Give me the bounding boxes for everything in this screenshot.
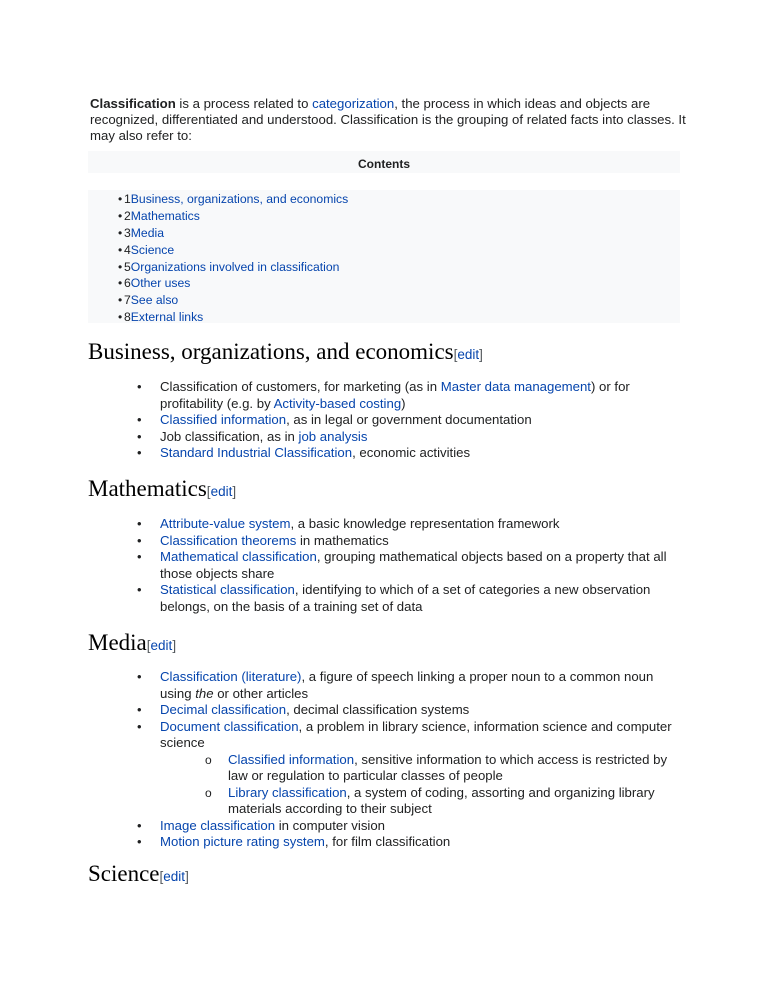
circle-bullet-icon: o [205, 785, 212, 800]
bullet-icon: • [118, 225, 123, 240]
math-list [0, 516, 680, 615]
item-text: , for film classification [324, 834, 451, 849]
item-link[interactable]: Master data management [440, 379, 591, 394]
list-item [0, 702, 680, 719]
toc-item[interactable] [118, 309, 348, 326]
edit-section [207, 484, 236, 499]
toc-item[interactable] [118, 225, 348, 242]
edit-link[interactable]: edit [150, 638, 173, 653]
item-text: , a basic knowledge representation framework [290, 516, 560, 531]
list-item [0, 429, 680, 446]
bullet-icon: • [118, 310, 123, 325]
edit-section [160, 869, 189, 884]
edit-section [454, 347, 483, 362]
edit-bracket: [ [206, 484, 211, 499]
bullet-icon: • [118, 242, 123, 257]
bullet-icon: • [137, 549, 142, 564]
toc-list [118, 191, 348, 326]
item-text: , a system of coding, assorting and organizing library materials according to their subject [228, 784, 655, 816]
item-italic: the [195, 685, 214, 701]
item-link[interactable]: Standard Industrial Classification [160, 445, 353, 460]
heading-text: Media [88, 630, 147, 655]
item-link[interactable]: Document classification [160, 718, 299, 734]
toc-link[interactable]: Other uses [130, 276, 191, 291]
toc-number: 8 [124, 310, 131, 325]
toc-item[interactable] [118, 191, 348, 208]
bullet-icon: • [137, 379, 142, 394]
toc-item[interactable] [118, 259, 348, 276]
toc-number: 1 [124, 192, 131, 206]
item-text: Job classification, as in [160, 428, 299, 444]
toc-number: 5 [124, 259, 131, 274]
bullet-icon: • [137, 532, 142, 548]
item-link[interactable]: Classification (literature) [160, 669, 302, 684]
media-list [0, 669, 680, 851]
bullet-icon: • [118, 276, 123, 291]
item-text: ) [401, 395, 406, 411]
list-item [0, 516, 680, 533]
bullet-icon: • [137, 817, 142, 833]
item-text: , as in legal or government documentation [286, 412, 532, 427]
item-link[interactable]: job analysis [298, 428, 368, 444]
bullet-icon: • [118, 259, 123, 274]
intro-paragraph [90, 96, 690, 144]
bullet-icon: • [137, 445, 142, 460]
toc-number: 2 [124, 208, 131, 223]
bullet-icon: • [118, 293, 123, 308]
item-link[interactable]: Classification theorems [160, 532, 297, 548]
item-text: , identifying to which of a set of categories a new observation belongs, on the basis of a training set of data [160, 582, 651, 614]
bullet-icon: • [118, 192, 123, 206]
item-link[interactable]: Decimal classification [160, 702, 287, 717]
toc-link[interactable]: Science [130, 242, 175, 257]
edit-bracket: ] [479, 347, 483, 362]
toc-item[interactable] [118, 275, 348, 292]
item-link[interactable]: Motion picture rating system [160, 834, 325, 849]
sub-list-item [160, 752, 670, 785]
toc-title: Contents [88, 151, 680, 173]
edit-link[interactable]: edit [163, 869, 186, 884]
edit-bracket: [ [159, 869, 164, 884]
item-link[interactable]: Classified information [160, 412, 287, 427]
heading-business [88, 338, 483, 369]
list-item [0, 719, 680, 818]
list-item [0, 533, 680, 550]
item-link[interactable]: Activity-based costing [273, 395, 402, 411]
edit-bracket: [ [146, 638, 151, 653]
bullet-icon: • [137, 516, 142, 531]
toc-item[interactable] [118, 242, 348, 259]
toc-link[interactable]: See also [130, 293, 179, 308]
toc-link[interactable]: External links [130, 310, 204, 325]
item-link[interactable]: Library classification [228, 784, 347, 800]
sub-list-item [160, 785, 670, 818]
edit-link[interactable]: edit [210, 484, 233, 499]
table-of-contents [88, 190, 680, 323]
heading-science [88, 860, 189, 891]
bullet-icon: • [137, 718, 142, 734]
bullet-icon: • [137, 412, 142, 427]
toc-item[interactable] [118, 292, 348, 309]
toc-number: 4 [124, 242, 131, 257]
toc-link[interactable]: Business, organizations, and economics [130, 192, 349, 206]
bullet-icon: • [118, 208, 123, 223]
item-text: ) or for profitability (e.g. by [160, 379, 630, 411]
item-link[interactable]: Statistical classification [160, 582, 295, 597]
item-text: , sensitive information to which access is restricted by law or regulation to particular classes of people [228, 751, 668, 783]
list-item [0, 445, 680, 462]
intro-term: Classification [90, 96, 176, 111]
list-item [0, 818, 680, 835]
edit-link[interactable]: edit [457, 347, 480, 362]
list-item [0, 669, 680, 702]
edit-bracket: ] [185, 869, 189, 884]
sub-list [160, 752, 680, 818]
item-text: , grouping mathematical objects based on a property that all those objects share [160, 549, 667, 581]
toc-number: 7 [124, 293, 131, 308]
list-item [0, 834, 680, 851]
toc-link[interactable]: Media [130, 225, 164, 240]
item-link[interactable]: Image classification [160, 817, 276, 833]
intro-text-2: , the process in which ideas and objects are recognized, differentiated and understood. Classification is the grouping of related facts into classes. It may also refer to: [90, 96, 686, 143]
heading-media [88, 629, 176, 660]
toc-link[interactable]: Organizations involved in classification [130, 259, 340, 274]
item-link[interactable]: Classified information [228, 751, 355, 767]
item-text: , a figure of speech linking a proper noun to a common noun using [160, 669, 654, 701]
edit-section [147, 638, 176, 653]
list-item [0, 379, 680, 412]
edit-bracket: [ [453, 347, 458, 362]
list-item [0, 549, 680, 582]
item-text: Classification of customers, for marketing (as in [160, 379, 441, 394]
heading-text: Science [88, 861, 160, 886]
heading-mathematics [88, 475, 236, 506]
list-item [0, 582, 680, 615]
intro-text-1: is a process related to [175, 96, 313, 111]
bullet-icon: • [137, 669, 142, 684]
edit-bracket: ] [232, 484, 237, 499]
categorization-link[interactable]: categorization [312, 96, 395, 111]
circle-bullet-icon: o [205, 752, 212, 767]
bullet-icon: • [137, 834, 142, 849]
item-text: in computer vision [275, 817, 386, 833]
business-list [0, 379, 680, 462]
toc-link[interactable]: Mathematics [130, 208, 200, 223]
toc-item[interactable] [118, 208, 348, 225]
bullet-icon: • [137, 428, 142, 444]
edit-bracket: ] [172, 638, 177, 653]
item-link[interactable]: Mathematical classification [160, 549, 317, 564]
item-text: in mathematics [296, 532, 389, 548]
item-text: or other articles [213, 685, 309, 701]
heading-text: Business, organizations, and economics [88, 339, 454, 364]
item-text: , economic activities [352, 445, 471, 460]
item-link[interactable]: Attribute-value system [160, 516, 291, 531]
item-text: , decimal classification systems [286, 702, 470, 717]
bullet-icon: • [137, 582, 142, 597]
item-text: , a problem in library science, information science and computer science [160, 718, 672, 750]
list-item [0, 412, 680, 429]
heading-text: Mathematics [88, 476, 207, 501]
toc-number: 3 [124, 225, 131, 240]
bullet-icon: • [137, 702, 142, 717]
toc-number: 6 [124, 276, 131, 291]
